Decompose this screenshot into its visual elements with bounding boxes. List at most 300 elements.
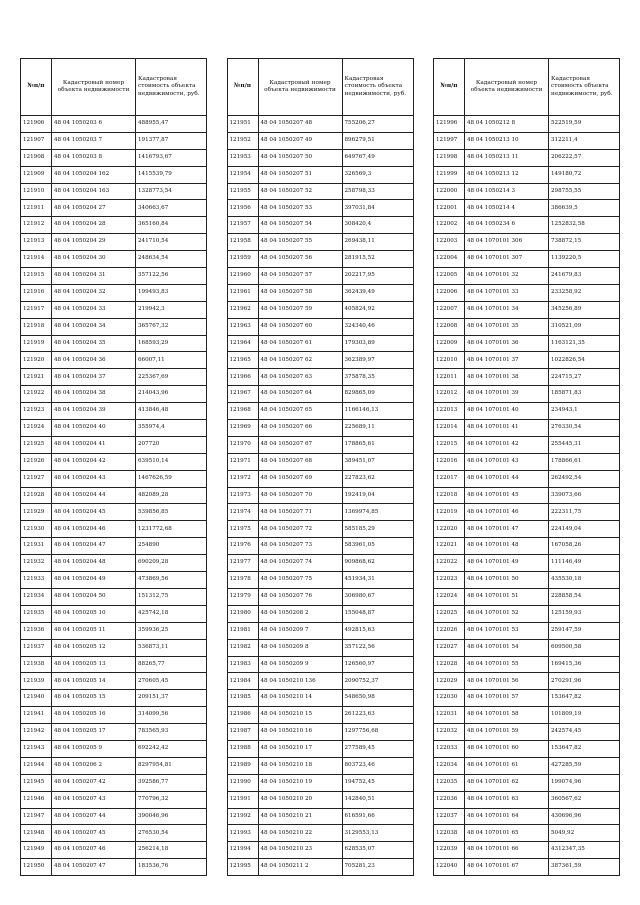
table-row [227,149,413,166]
cadastral-value: 386639,5 [549,200,620,217]
row-number: 122035 [434,774,465,791]
cadastral-value: 548650,98 [342,690,413,707]
table-row [227,842,413,859]
table-row [434,487,620,504]
table-row [227,521,413,538]
cadastral-value: 359936,25 [136,622,207,639]
table-row [434,318,620,335]
table-row [21,318,207,335]
table-row [227,436,413,453]
table-row [227,707,413,724]
table-row [21,774,207,791]
cadastral-value: 482089,28 [136,487,207,504]
cadastral-value: 413846,48 [136,403,207,420]
header-cadastral-number: Кадастровый номер объекта недвижимости [258,59,342,116]
cadastral-value: 207720 [136,436,207,453]
row-number: 122032 [434,724,465,741]
table-row [434,149,620,166]
cadastral-number: 48 04 1050204 46 [52,521,136,538]
cadastral-value: 228858,54 [549,588,620,605]
table-row [227,572,413,589]
row-number: 121985 [227,690,258,707]
cadastral-value: 1166146,13 [342,403,413,420]
cadastral-value: 276530,54 [136,825,207,842]
row-number: 121917 [21,301,52,318]
row-number: 121995 [227,859,258,876]
cadastral-number: 48 04 1050207 59 [258,301,342,318]
cadastral-number: 48 04 1050204 42 [52,453,136,470]
cadastral-number: 48 04 1050212 8 [465,116,549,133]
cadastral-value: 224715,27 [549,369,620,386]
cadastral-number: 48 04 1050207 54 [258,217,342,234]
cadastral-value: 1416793,67 [136,149,207,166]
cadastral-value: 192419,04 [342,487,413,504]
cadastral-number: 48 04 1050204 36 [52,352,136,369]
cadastral-value: 167058,26 [549,538,620,555]
table-row [227,420,413,437]
header-cadastral-number: Кадастровый номер объекта недвижимости [465,59,549,116]
row-number: 121982 [227,639,258,656]
cadastral-value: 1163121,35 [549,335,620,352]
cadastral-number: 48 04 1070101 66 [465,842,549,859]
cadastral-value: 4312347,35 [549,842,620,859]
cadastral-number: 48 04 1050204 44 [52,487,136,504]
cadastral-number: 48 04 1050210 17 [258,740,342,757]
cadastral-value: 585185,29 [342,521,413,538]
cadastral-number: 48 04 1050207 76 [258,588,342,605]
cadastral-number: 48 04 1070101 59 [465,724,549,741]
cadastral-number: 48 04 1050207 60 [258,318,342,335]
cadastral-number: 48 04 1070101 307 [465,251,549,268]
cadastral-value: 705281,23 [342,859,413,876]
cadastral-number: 48 04 1050204 162 [52,166,136,183]
row-number: 121946 [21,791,52,808]
row-number: 122019 [434,504,465,521]
cadastral-number: 48 04 1050207 53 [258,200,342,217]
table-row [434,791,620,808]
table-row [434,808,620,825]
cadastral-number: 48 04 1050213 10 [465,132,549,149]
row-number: 121940 [21,690,52,707]
row-number: 121984 [227,673,258,690]
table-row [21,842,207,859]
row-number: 121916 [21,284,52,301]
row-number: 121910 [21,183,52,200]
cadastral-value: 227823,62 [342,470,413,487]
row-number: 121998 [434,149,465,166]
table-row [434,251,620,268]
table-row [227,132,413,149]
table-row [21,183,207,200]
row-number: 122023 [434,572,465,589]
cadastral-number: 48 04 1070101 56 [465,673,549,690]
row-number: 121915 [21,268,52,285]
row-number: 122017 [434,470,465,487]
tables-container [20,58,620,876]
row-number: 121978 [227,572,258,589]
cadastral-number: 48 04 1050209 9 [258,656,342,673]
cadastral-number: 48 04 1070101 45 [465,487,549,504]
cadastral-value: 255445,31 [549,436,620,453]
cadastral-value: 692242,42 [136,740,207,757]
cadastral-number: 48 04 1070101 32 [465,268,549,285]
table-row [227,740,413,757]
cadastral-number: 48 04 1050207 56 [258,251,342,268]
row-number: 121931 [21,538,52,555]
row-number: 121941 [21,707,52,724]
cadastral-number: 48 04 1050207 46 [52,842,136,859]
cadastral-number: 48 04 1050205 13 [52,656,136,673]
row-number: 121965 [227,352,258,369]
row-number: 122039 [434,842,465,859]
table-row [434,572,620,589]
cadastral-value: 125159,93 [549,605,620,622]
row-number: 122018 [434,487,465,504]
header-num: №п/п [21,59,52,116]
cadastral-value: 340663,67 [136,200,207,217]
cadastral-number: 48 04 1070101 41 [465,420,549,437]
table-row [21,555,207,572]
cadastral-number: 48 04 1050210 19 [258,774,342,791]
table-row [434,301,620,318]
table-row [21,622,207,639]
cadastral-number: 48 04 1050210 136 [258,673,342,690]
cadastral-number: 48 04 1050210 15 [258,707,342,724]
header-row [227,59,413,116]
cadastral-value: 829865,09 [342,386,413,403]
table-row [21,436,207,453]
row-number: 121954 [227,166,258,183]
table-row [434,268,620,285]
cadastral-number: 48 04 1070101 54 [465,639,549,656]
table-row [21,808,207,825]
row-number: 122000 [434,183,465,200]
cadastral-value: 3129553,13 [342,825,413,842]
cadastral-value: 155048,87 [342,605,413,622]
cadastral-value: 365160,84 [136,217,207,234]
cadastral-value: 357122,56 [136,268,207,285]
cadastral-value: 639510,14 [136,453,207,470]
cadastral-value: 1297756,68 [342,724,413,741]
cadastral-value: 435530,18 [549,572,620,589]
table-row [227,217,413,234]
cadastral-value: 324340,46 [342,318,413,335]
cadastral-value: 281915,52 [342,251,413,268]
cadastral-number: 48 04 1050204 30 [52,251,136,268]
row-number: 122015 [434,436,465,453]
cadastral-value: 755206,27 [342,116,413,133]
row-number: 121908 [21,149,52,166]
row-number: 122030 [434,690,465,707]
row-number: 121979 [227,588,258,605]
cadastral-number: 48 04 1070101 48 [465,538,549,555]
cadastral-number: 48 04 1050207 68 [258,453,342,470]
row-number: 121988 [227,740,258,757]
row-number: 121990 [227,774,258,791]
table-row [227,200,413,217]
row-number: 121948 [21,825,52,842]
row-number: 122003 [434,234,465,251]
table-row [21,268,207,285]
cadastral-value: 405824,92 [342,301,413,318]
table-row [227,318,413,335]
table-row [227,301,413,318]
cadastral-value: 583961,05 [342,538,413,555]
cadastral-number: 48 04 1050203 7 [52,132,136,149]
row-number: 121971 [227,453,258,470]
table-row [227,183,413,200]
cadastral-number: 48 04 1070101 51 [465,588,549,605]
row-number: 122016 [434,453,465,470]
row-number: 121964 [227,335,258,352]
table-row [227,724,413,741]
cadastral-number: 48 04 1050206 2 [52,757,136,774]
cadastral-number: 48 04 1050207 67 [258,436,342,453]
row-number: 121925 [21,436,52,453]
cadastral-number: 48 04 1050205 9 [52,740,136,757]
cadastral-number: 48 04 1050205 15 [52,690,136,707]
header-cadastral-value: Кадастровая стоимость объекта недвижимости, руб. [342,59,413,116]
table-row [21,724,207,741]
cadastral-number: 48 04 1050207 48 [258,116,342,133]
table-row [434,166,620,183]
table-row [21,200,207,217]
row-number: 121950 [21,859,52,876]
cadastral-number: 48 04 1050207 51 [258,166,342,183]
cadastral-number: 48 04 1050204 27 [52,200,136,217]
row-number: 122038 [434,825,465,842]
row-number: 121953 [227,149,258,166]
row-number: 121952 [227,132,258,149]
row-number: 121907 [21,132,52,149]
table-row [21,487,207,504]
row-number: 121989 [227,757,258,774]
cadastral-number: 48 04 1050207 64 [258,386,342,403]
cadastral-value: 276330,54 [549,420,620,437]
cadastral-value: 111146,49 [549,555,620,572]
cadastral-number: 48 04 1070101 34 [465,301,549,318]
cadastral-value: 770796,32 [136,791,207,808]
cadastral-value: 803723,46 [342,757,413,774]
cadastral-value: 178865,61 [342,436,413,453]
cadastral-number: 48 04 1050204 39 [52,403,136,420]
cadastral-value: 262492,54 [549,470,620,487]
cadastral-number: 48 04 1070101 64 [465,808,549,825]
table-row [434,200,620,217]
cadastral-number: 48 04 1050205 10 [52,605,136,622]
cadastral-value: 1328773,54 [136,183,207,200]
cadastral-value: 2090752,37 [342,673,413,690]
cadastral-number: 48 04 1070101 43 [465,453,549,470]
cadastral-value: 1415539,79 [136,166,207,183]
row-number: 121994 [227,842,258,859]
table-row [21,166,207,183]
cadastral-number: 48 04 1050204 49 [52,572,136,589]
row-number: 121958 [227,234,258,251]
row-number: 121918 [21,318,52,335]
cadastral-table-3 [433,58,620,876]
cadastral-value: 269438,11 [342,234,413,251]
cadastral-number: 48 04 1050207 70 [258,487,342,504]
cadastral-number: 48 04 1050204 47 [52,538,136,555]
cadastral-value: 126560,97 [342,656,413,673]
cadastral-number: 48 04 1070101 306 [465,234,549,251]
row-number: 121947 [21,808,52,825]
row-number: 121972 [227,470,258,487]
header-cadastral-value: Кадастровая стоимость объекта недвижимости, руб. [549,59,620,116]
cadastral-number: 48 04 1050207 72 [258,521,342,538]
table-row [227,690,413,707]
table-row [21,859,207,876]
row-number: 121922 [21,386,52,403]
cadastral-number: 48 04 1070101 50 [465,572,549,589]
table-row [434,724,620,741]
cadastral-value: 199493,83 [136,284,207,301]
row-number: 122040 [434,859,465,876]
cadastral-value: 738872,15 [549,234,620,251]
table-row [227,386,413,403]
cadastral-number: 48 04 1050207 55 [258,234,342,251]
table-row [21,301,207,318]
table-row [434,740,620,757]
table-row [227,284,413,301]
row-number: 122025 [434,605,465,622]
table-row [434,386,620,403]
cadastral-number: 48 04 1050234 6 [465,217,549,234]
cadastral-value: 326569,3 [342,166,413,183]
cadastral-number: 48 04 1070101 35 [465,318,549,335]
table-row [227,774,413,791]
table-row [434,352,620,369]
cadastral-number: 48 04 1070101 39 [465,386,549,403]
row-number: 121935 [21,605,52,622]
row-number: 121937 [21,639,52,656]
cadastral-number: 48 04 1050207 74 [258,555,342,572]
table-row [227,453,413,470]
cadastral-number: 48 04 1050207 57 [258,268,342,285]
table-row [434,183,620,200]
table-row [434,538,620,555]
cadastral-value: 522519,59 [549,116,620,133]
cadastral-number: 48 04 1050210 23 [258,842,342,859]
cadastral-value: 88265,77 [136,656,207,673]
cadastral-value: 298755,55 [549,183,620,200]
row-number: 121944 [21,757,52,774]
cadastral-value: 308420,4 [342,217,413,234]
table-row [21,588,207,605]
row-number: 122002 [434,217,465,234]
table-row [21,217,207,234]
cadastral-value: 355974,4 [136,420,207,437]
row-number: 121987 [227,724,258,741]
row-number: 122024 [434,588,465,605]
cadastral-number: 48 04 1070101 63 [465,791,549,808]
row-number: 122007 [434,301,465,318]
row-number: 121963 [227,318,258,335]
cadastral-value: 896279,51 [342,132,413,149]
cadastral-number: 48 04 1050210 21 [258,808,342,825]
cadastral-value: 153647,82 [549,740,620,757]
row-number: 121919 [21,335,52,352]
cadastral-value: 649767,49 [342,149,413,166]
row-number: 121932 [21,555,52,572]
table-row [227,622,413,639]
cadastral-number: 48 04 1050207 58 [258,284,342,301]
cadastral-number: 48 04 1050207 65 [258,403,342,420]
cadastral-value: 209151,37 [136,690,207,707]
table-row [21,149,207,166]
table-row [434,757,620,774]
table-row [227,116,413,133]
row-number: 121959 [227,251,258,268]
row-number: 121999 [434,166,465,183]
row-number: 122006 [434,284,465,301]
row-number: 121938 [21,656,52,673]
cadastral-value: 233258,92 [549,284,620,301]
cadastral-value: 539856,85 [136,504,207,521]
row-number: 121914 [21,251,52,268]
row-number: 122009 [434,335,465,352]
row-number: 121968 [227,403,258,420]
cadastral-value: 248634,54 [136,251,207,268]
cadastral-value: 360567,62 [549,791,620,808]
cadastral-value: 254890 [136,538,207,555]
cadastral-number: 48 04 1050204 45 [52,504,136,521]
cadastral-number: 48 04 1050204 38 [52,386,136,403]
cadastral-value: 1022826,54 [549,352,620,369]
table-row [434,859,620,876]
row-number: 121981 [227,622,258,639]
cadastral-value: 473869,56 [136,572,207,589]
row-number: 121927 [21,470,52,487]
table-row [434,453,620,470]
cadastral-number: 48 04 1050205 12 [52,639,136,656]
table-row [21,403,207,420]
row-number: 122022 [434,555,465,572]
row-number: 122013 [434,403,465,420]
row-number: 121930 [21,521,52,538]
table-row [227,588,413,605]
cadastral-value: 258798,33 [342,183,413,200]
cadastral-number: 48 04 1050210 14 [258,690,342,707]
cadastral-number: 48 04 1070101 40 [465,403,549,420]
table-row [227,757,413,774]
cadastral-number: 48 04 1050207 61 [258,335,342,352]
cadastral-value: 261223,63 [342,707,413,724]
row-number: 121951 [227,116,258,133]
cadastral-value: 306980,67 [342,588,413,605]
cadastral-value: 151312,75 [136,588,207,605]
cadastral-number: 48 04 1070101 47 [465,521,549,538]
table-row [227,791,413,808]
table-row [434,132,620,149]
cadastral-value: 219942,3 [136,301,207,318]
table-row [434,470,620,487]
table-row [434,234,620,251]
row-number: 121991 [227,791,258,808]
table-row [21,707,207,724]
cadastral-number: 48 04 1050214 3 [465,183,549,200]
table-row [434,605,620,622]
header-cadastral-number: Кадастровый номер объекта недвижимости [52,59,136,116]
row-number: 122028 [434,656,465,673]
row-number: 121928 [21,487,52,504]
row-number: 121983 [227,656,258,673]
row-number: 121924 [21,420,52,437]
table-row [21,335,207,352]
row-number: 122020 [434,521,465,538]
cadastral-value: 536873,11 [136,639,207,656]
